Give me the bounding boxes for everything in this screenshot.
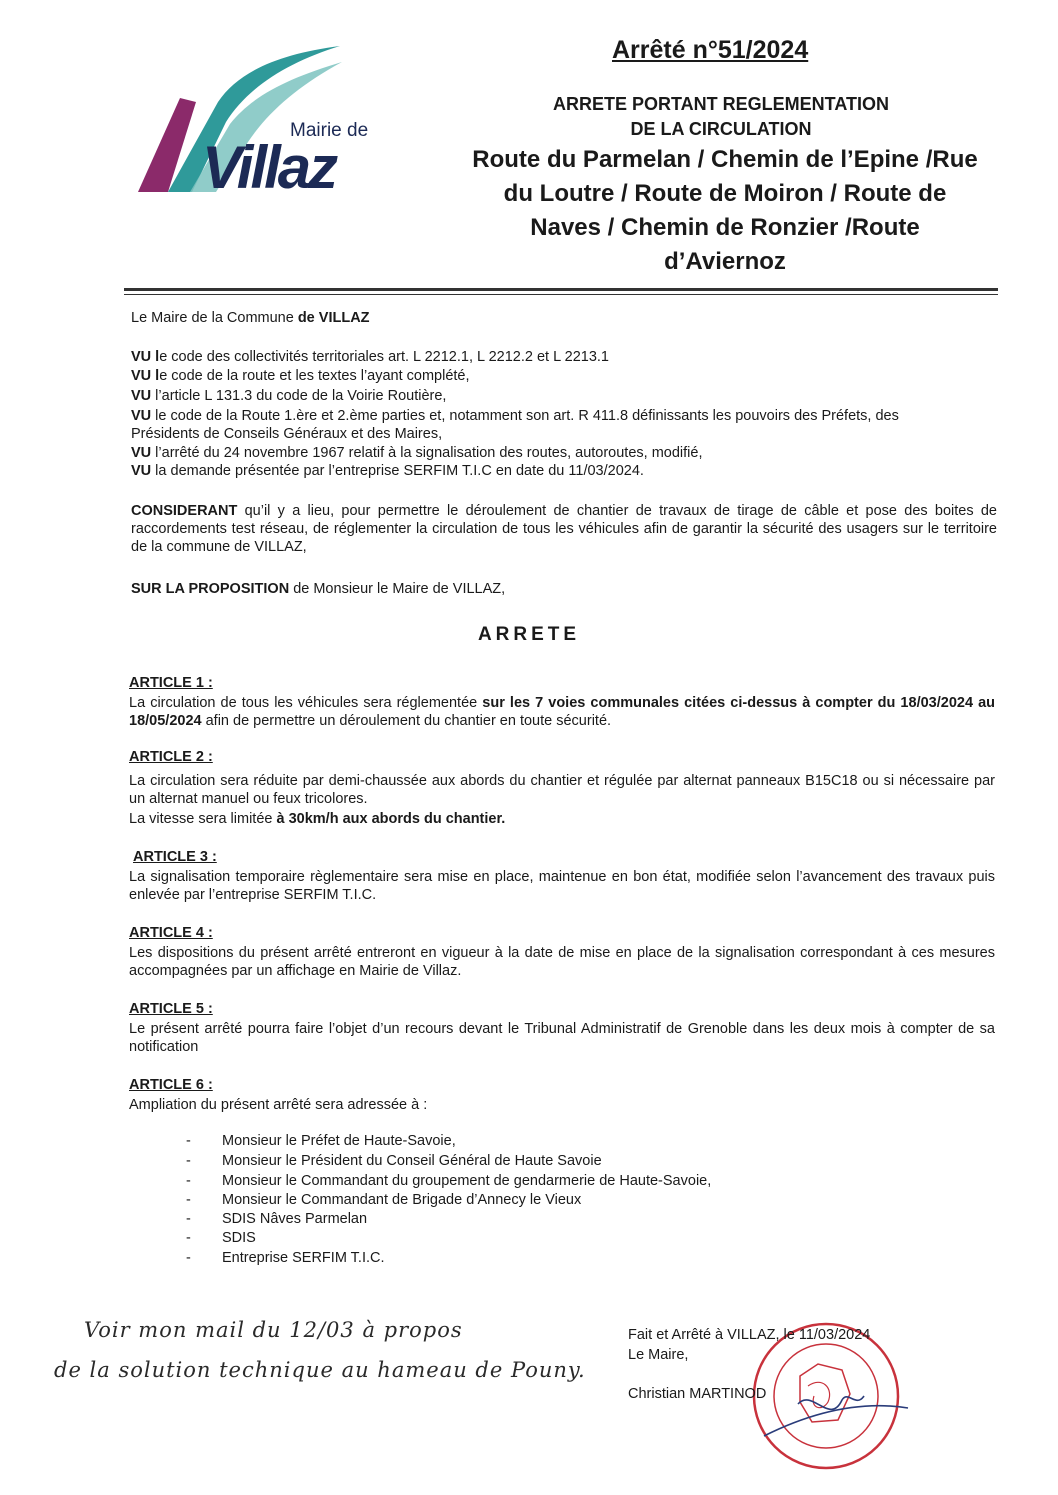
title-line-2: DE LA CIRCULATION <box>630 119 812 139</box>
arrete-number: Arrêté n°51/2024 <box>612 36 809 64</box>
roads-list <box>430 143 1020 279</box>
article-5-text: Le présent arrêté pourra faire l’objet d’un recours devant le Tribunal Administratif de Grenoble dans les deux mois à compter de sa notification <box>129 1021 995 1055</box>
bullet-dash: - <box>186 1211 191 1227</box>
article-5-title: ARTICLE 5 : <box>129 1001 213 1017</box>
vu-line: VU l’article L 131.3 du code de la Voirie Routière, <box>131 388 447 404</box>
vu-line: VU la demande présentée par l’entreprise SERFIM T.I.C en date du 11/03/2024. <box>131 463 644 479</box>
list-item: Monsieur le Préfet de Haute-Savoie, <box>222 1133 456 1149</box>
title-line-1: ARRETE PORTANT REGLEMENTATION <box>553 94 889 114</box>
roads-line: Naves / Chemin de Ronzier /Route <box>530 214 920 241</box>
bullet-dash: - <box>186 1153 191 1169</box>
list-item: SDIS Nâves Parmelan <box>222 1211 368 1227</box>
handwritten-note-line-1: Voir mon mail du 12/03 à propos <box>84 1318 463 1342</box>
list-item: Monsieur le Commandant de Brigade d’Annecy le Vieux <box>222 1192 582 1208</box>
intro-prefix: Le Maire de la Commune <box>131 310 298 326</box>
article-3-text: La signalisation temporaire règlementaire sera mise en place, maintenue en bon état, modifiée selon l’avancement des travaux puis enlevée par l’entreprise SERFIM T.I.C. <box>129 869 995 903</box>
header-divider-thick <box>124 288 998 291</box>
roads-line: Route du Parmelan / Chemin de l’Epine /Rue <box>472 146 978 173</box>
header-divider-thin <box>124 294 998 295</box>
vu-line: VU le code de la route et les textes l’ayant complété, <box>131 368 470 384</box>
article-2-speed: La vitesse sera limitée à 30km/h aux abords du chantier. <box>129 811 506 827</box>
list-item: Entreprise SERFIM T.I.C. <box>222 1250 385 1266</box>
mairie-logo <box>128 42 408 202</box>
signature-name: Christian MARTINOD <box>628 1386 767 1402</box>
signature-role: Le Maire, <box>628 1347 689 1363</box>
vu-line: VU le code des collectivités territoriales art. L 2212.1, L 2212.2 et L 2213.1 <box>131 349 609 365</box>
article-6-title: ARTICLE 6 : <box>129 1077 213 1093</box>
bullet-dash: - <box>186 1133 191 1149</box>
considerant-paragraph: CONSIDERANT qu’il y a lieu, pour permettre le déroulement de chantier de travaux de tirage de câble et pose des boites de raccordements test réseau, de réglementer la circulation de tous les véhicules afin de garantir la sécurité des usagers sur le territoire de la commune de VILLAZ, <box>131 503 997 555</box>
vu-line: Présidents de Conseils Généraux et des Maires, <box>131 426 443 442</box>
logo-text-mairie: Mairie de <box>290 120 369 141</box>
bullet-dash: - <box>186 1230 191 1246</box>
article-4-text: Les dispositions du présent arrêté entreront en vigueur à la date de mise en place de la signalisation correspondant à ces mesures accompagnées par un affichage en Mairie de Villaz. <box>129 945 995 979</box>
bullet-dash: - <box>186 1250 191 1266</box>
article-1-text: La circulation de tous les véhicules sera réglementée sur les 7 voies communales citées ci-dessus à compter du 18/03/2024 au 18/05/2024 afin de permettre un déroulement du chantier en toute sécurité. <box>129 695 995 729</box>
article-6-text: Ampliation du présent arrêté sera adressée à : <box>129 1097 428 1113</box>
handwritten-note-line-2: de la solution technique au hameau de Pouny. <box>54 1358 586 1382</box>
intro-line <box>131 309 370 327</box>
vu-line: VU l’arrêté du 24 novembre 1967 relatif à la signalisation des routes, autoroutes, modifié, <box>131 445 703 461</box>
roads-line: d’Aviernoz <box>664 248 786 275</box>
proposition-line: SUR LA PROPOSITION de Monsieur le Maire de VILLAZ, <box>131 581 506 597</box>
vu-line: VU le code de la Route 1.ère et 2.ème parties et, notamment son art. R 411.8 définissants les pouvoirs des Préfets, des <box>131 408 899 424</box>
bullet-dash: - <box>186 1173 191 1189</box>
bullet-dash: - <box>186 1192 191 1208</box>
article-2-text: La circulation sera réduite par demi-chaussée aux abords du chantier et régulée par alternat panneaux B15C18 ou si nécessaire par un alternat manuel ou feux tricolores. <box>129 773 995 807</box>
logo-text-villaz: Villaz <box>202 134 336 201</box>
list-item: Monsieur le Commandant du groupement de gendarmerie de Haute-Savoie, <box>222 1173 712 1189</box>
signature-place-date: Fait et Arrêté à VILLAZ, le 11/03/2024 <box>628 1327 871 1343</box>
article-2-title: ARTICLE 2 : <box>129 749 213 765</box>
article-1-title: ARTICLE 1 : <box>129 675 213 691</box>
list-item: Monsieur le Président du Conseil Général de Haute Savoie <box>222 1153 602 1169</box>
article-3-title: ARTICLE 3 : <box>133 849 217 865</box>
roads-line: du Loutre / Route de Moiron / Route de <box>503 180 947 207</box>
article-4-title: ARTICLE 4 : <box>129 925 213 941</box>
list-item: SDIS <box>222 1230 256 1246</box>
arrete-heading: ARRETE <box>477 624 581 645</box>
intro-commune: de VILLAZ <box>297 310 370 326</box>
